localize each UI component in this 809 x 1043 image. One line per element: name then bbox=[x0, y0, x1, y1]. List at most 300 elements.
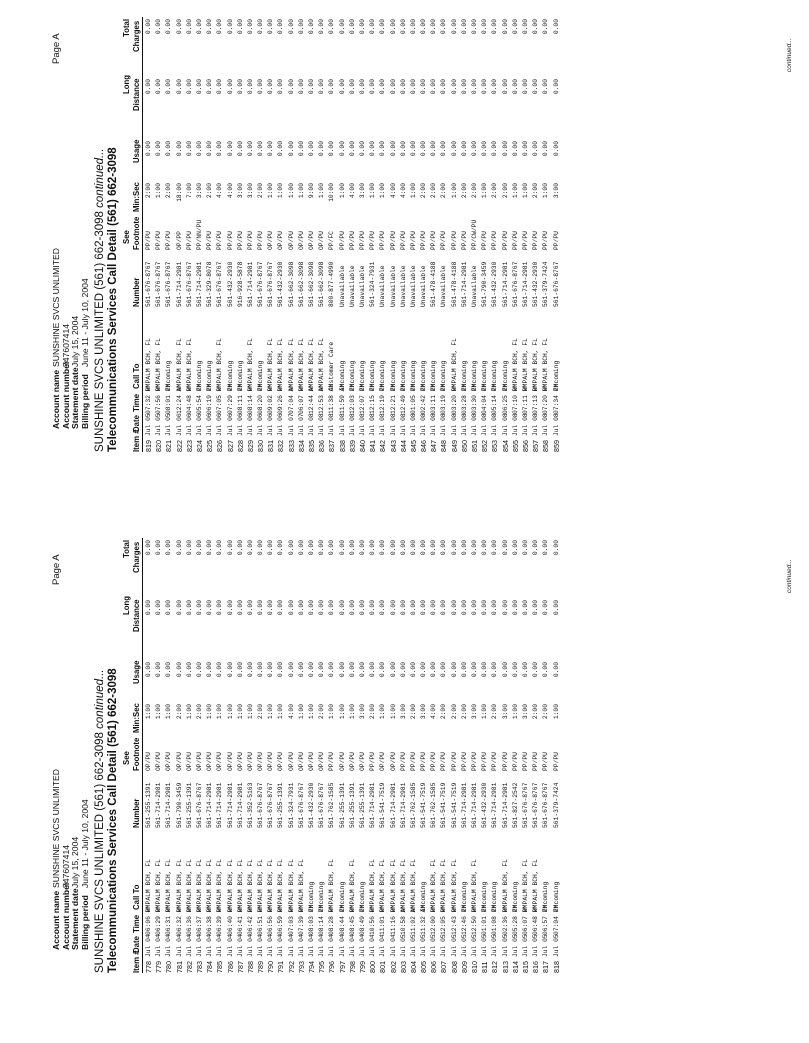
total-charges: 0.00 bbox=[358, 19, 366, 35]
call-to: W PALM BCH, FL bbox=[185, 338, 193, 391]
table-row bbox=[175, 17, 185, 452]
total-charges: 0.00 bbox=[440, 540, 448, 556]
usage: 0.00 bbox=[409, 141, 417, 157]
usage: 0.00 bbox=[369, 141, 377, 157]
item-number: 814 bbox=[510, 961, 520, 973]
usage: 0.00 bbox=[481, 141, 489, 157]
table-row bbox=[531, 538, 541, 973]
footnote: OP/PU bbox=[216, 752, 224, 771]
total-charges: 0.00 bbox=[206, 19, 214, 35]
total-charges: 0.00 bbox=[348, 540, 356, 556]
call-time: 01:01 PM bbox=[481, 904, 489, 935]
usage: 0.00 bbox=[195, 662, 203, 678]
call-time: 12:05 PM bbox=[440, 904, 448, 935]
call-date: Jul 05 bbox=[542, 934, 550, 957]
call-time: 05:54 PM bbox=[195, 383, 203, 414]
phone-number: 561-714-2981 bbox=[491, 782, 499, 828]
call-time: 08:01 PM bbox=[165, 383, 173, 414]
table-row bbox=[226, 538, 236, 973]
min-sec: 2:00 bbox=[460, 704, 468, 720]
call-to: W PALM BCH, FL bbox=[175, 859, 183, 912]
usage: 0.00 bbox=[277, 662, 285, 678]
total-charges: 0.00 bbox=[257, 19, 265, 35]
call-time: 06:38 PM bbox=[206, 904, 214, 935]
usage: 0.00 bbox=[450, 662, 458, 678]
phone-number: 561-714-2981 bbox=[471, 782, 478, 828]
total-charges: 0.00 bbox=[308, 540, 315, 556]
item-number: 836 bbox=[317, 440, 327, 452]
call-date: Jul 04 bbox=[328, 934, 336, 957]
call-date: Jul 04 bbox=[287, 934, 295, 957]
total-charges: 0.00 bbox=[287, 540, 295, 556]
call-date: Jul 05 bbox=[532, 934, 540, 957]
table-row bbox=[276, 538, 286, 973]
total-charges: 0.00 bbox=[246, 19, 254, 35]
phone-number: 561-662-3098 bbox=[287, 261, 295, 307]
long-distance: 0.00 bbox=[287, 600, 295, 616]
col-total: Total bbox=[122, 539, 131, 558]
usage: 0.00 bbox=[389, 141, 397, 157]
long-distance: 0.00 bbox=[236, 600, 244, 616]
total-charges: 0.00 bbox=[389, 540, 397, 556]
long-distance: 0.00 bbox=[267, 79, 275, 95]
item-number: 797 bbox=[337, 961, 347, 973]
min-sec: 1:00 bbox=[165, 704, 173, 720]
long-distance: 0.00 bbox=[358, 600, 366, 616]
phone-number: 561-432-2930 bbox=[277, 261, 285, 307]
phone-number: 561-714-2981 bbox=[399, 782, 407, 828]
item-number: 789 bbox=[256, 961, 266, 973]
call-to: Incoming bbox=[460, 360, 468, 391]
usage: 0.00 bbox=[511, 662, 519, 678]
table-row bbox=[266, 17, 276, 452]
statement-date-value: July 15, 2004 bbox=[70, 315, 81, 367]
call-date: Jul 08 bbox=[471, 413, 478, 436]
call-date: Jul 04 bbox=[185, 934, 193, 957]
min-sec: 9:00 bbox=[308, 183, 315, 199]
item-number: 844 bbox=[398, 440, 408, 452]
call-date: Jul 08 bbox=[450, 413, 458, 436]
call-date: Jul 04 bbox=[216, 934, 224, 957]
call-time: 11:59 AM bbox=[338, 383, 346, 414]
min-sec: 1:00 bbox=[155, 704, 163, 720]
call-time: 11:32 AM bbox=[420, 904, 428, 935]
item-number: 843 bbox=[388, 440, 398, 452]
call-to: Incoming bbox=[165, 360, 173, 391]
call-to: W PALM BCH, FL bbox=[297, 338, 305, 391]
call-date: Jul 08 bbox=[521, 413, 529, 436]
footnote: PP/PU bbox=[440, 752, 448, 771]
usage: 0.00 bbox=[308, 662, 315, 678]
call-to: W PALM BCH, FL bbox=[226, 859, 234, 912]
long-distance: 0.00 bbox=[481, 79, 489, 95]
call-to: Incoming bbox=[358, 881, 366, 912]
long-distance: 0.00 bbox=[389, 79, 397, 95]
item-number: 817 bbox=[541, 961, 551, 973]
footnote: OP/PU bbox=[297, 231, 305, 250]
item-number: 825 bbox=[205, 440, 215, 452]
item-number: 835 bbox=[307, 440, 316, 452]
total-charges: 0.00 bbox=[420, 19, 428, 35]
table-row bbox=[358, 17, 368, 452]
call-to: Incoming bbox=[420, 360, 428, 391]
long-distance: 0.00 bbox=[145, 79, 152, 95]
total-charges: 0.00 bbox=[460, 19, 468, 35]
phone-number: 561-255-1391 bbox=[277, 782, 285, 828]
min-sec: 1:00 bbox=[338, 704, 346, 720]
total-charges: 0.00 bbox=[501, 540, 509, 556]
col-number: Number bbox=[132, 798, 141, 828]
usage: 0.00 bbox=[155, 141, 163, 157]
table-row bbox=[378, 538, 388, 973]
item-number: 842 bbox=[378, 440, 388, 452]
item-number: 841 bbox=[368, 440, 378, 452]
long-distance: 0.00 bbox=[348, 79, 356, 95]
long-distance: 0.00 bbox=[511, 600, 519, 616]
min-sec: 2:00 bbox=[257, 704, 265, 720]
footnote: PP/PU bbox=[236, 231, 244, 250]
long-distance: 0.00 bbox=[226, 600, 234, 616]
item-number: 779 bbox=[154, 961, 164, 973]
table-row bbox=[276, 17, 286, 452]
total-charges: 0.00 bbox=[318, 540, 326, 556]
total-charges: 0.00 bbox=[297, 540, 305, 556]
call-date: Jul 08 bbox=[501, 413, 509, 436]
item-number: 804 bbox=[408, 961, 418, 973]
phone-number: 561-714-2981 bbox=[501, 261, 509, 307]
call-to: Incoming bbox=[379, 360, 387, 391]
table-row bbox=[470, 17, 480, 452]
table-row bbox=[144, 17, 154, 452]
long-distance: 0.00 bbox=[328, 79, 336, 95]
table-row bbox=[531, 17, 541, 452]
call-time: 06:57 PM bbox=[542, 904, 550, 935]
footnote: PP/PU bbox=[257, 231, 265, 250]
min-sec: 1:00 bbox=[348, 704, 356, 720]
total-charges: 0.00 bbox=[246, 540, 254, 556]
long-distance: 0.00 bbox=[532, 600, 540, 616]
call-date: Jul 06 bbox=[246, 413, 254, 436]
usage: 0.00 bbox=[532, 141, 540, 157]
long-distance: 0.00 bbox=[450, 79, 458, 95]
item-number: 780 bbox=[164, 961, 174, 973]
item-number: 805 bbox=[419, 961, 429, 973]
total-charges: 0.00 bbox=[155, 19, 163, 35]
item-number: 800 bbox=[368, 961, 378, 973]
phone-number: 561-676-8767 bbox=[297, 782, 305, 828]
call-date: Jul 06 bbox=[175, 413, 183, 436]
table-row bbox=[154, 17, 164, 452]
phone-number: Unavailable bbox=[440, 265, 448, 307]
call-time: 06:06 PM bbox=[145, 904, 152, 935]
long-distance: 0.00 bbox=[195, 79, 203, 95]
call-time: 08:20 PM bbox=[257, 383, 265, 414]
call-time: 06:40 PM bbox=[226, 904, 234, 935]
phone-number: 561-676-8767 bbox=[145, 261, 152, 307]
item-number: 851 bbox=[470, 440, 479, 452]
min-sec: 1:00 bbox=[318, 183, 326, 199]
call-to: Incoming bbox=[440, 360, 448, 391]
min-sec: 2:00 bbox=[532, 183, 540, 199]
call-date: Jul 04 bbox=[257, 934, 265, 957]
account-number-value: 747607414 bbox=[60, 323, 71, 367]
table-row bbox=[429, 538, 439, 973]
long-distance: 0.00 bbox=[369, 600, 377, 616]
call-time: 06:48 PM bbox=[532, 904, 540, 935]
usage: 0.00 bbox=[267, 662, 275, 678]
call-date: Jul 06 bbox=[257, 413, 265, 436]
table-row bbox=[236, 17, 246, 452]
item-number: 850 bbox=[459, 440, 469, 452]
call-detail-title: Telecommunications Services Call Detail (561) 662-3098 bbox=[107, 668, 119, 973]
footnote: PP/FC bbox=[328, 231, 336, 250]
min-sec: 3:00 bbox=[246, 183, 254, 199]
phone-number: 561-676-8767 bbox=[267, 782, 275, 828]
min-sec: 2:00 bbox=[532, 704, 540, 720]
call-date: Jul 05 bbox=[481, 934, 489, 957]
min-sec: 1:00 bbox=[246, 704, 254, 720]
usage: 0.00 bbox=[165, 662, 173, 678]
phone-number: 561-541-7519 bbox=[379, 782, 387, 828]
call-date: Jul 08 bbox=[389, 413, 397, 436]
call-date: Jul 04 bbox=[338, 934, 346, 957]
col-call-to: Call To bbox=[132, 363, 141, 389]
total-charges: 0.00 bbox=[297, 19, 305, 35]
call-date: Jul 08 bbox=[409, 413, 417, 436]
account-info bbox=[52, 769, 90, 950]
call-date: Jul 04 bbox=[246, 934, 254, 957]
call-time: 07:13 PM bbox=[532, 383, 540, 414]
usage: 0.00 bbox=[389, 662, 397, 678]
billing-period-value: June 11 - July 10, 2004 bbox=[79, 278, 90, 367]
call-time: 08:28 PM bbox=[328, 904, 336, 935]
call-time: 12:49 PM bbox=[399, 383, 407, 414]
phone-number: 561-676-8767 bbox=[216, 261, 224, 307]
call-date: Jul 04 bbox=[145, 934, 152, 957]
table-row bbox=[501, 17, 511, 452]
footnote: PP/PU bbox=[481, 752, 489, 771]
min-sec: 2:00 bbox=[257, 183, 265, 199]
col-date: Date bbox=[132, 936, 141, 953]
min-sec: 2:00 bbox=[165, 183, 173, 199]
call-date: Jul 07 bbox=[297, 413, 305, 436]
phone-number: 561-676-8767 bbox=[257, 782, 265, 828]
min-sec: 1:00 bbox=[511, 704, 519, 720]
long-distance: 0.00 bbox=[491, 79, 499, 95]
call-to: W PALM BCH, FL bbox=[287, 338, 295, 391]
usage: 0.00 bbox=[491, 662, 499, 678]
table-row bbox=[164, 17, 174, 452]
long-distance: 0.00 bbox=[491, 600, 499, 616]
usage: 0.00 bbox=[338, 662, 346, 678]
footnote: PP/PU bbox=[399, 752, 407, 771]
usage: 0.00 bbox=[481, 662, 489, 678]
total-charges: 0.00 bbox=[328, 19, 336, 35]
footnote: PP/PU bbox=[491, 231, 499, 250]
phone-number: 916-928-5878 bbox=[236, 261, 244, 307]
phone-number: 561-255-1391 bbox=[338, 782, 346, 828]
footnote: OP/PU bbox=[358, 752, 366, 771]
item-number: 854 bbox=[500, 440, 510, 452]
long-distance: 0.00 bbox=[308, 600, 315, 616]
footnote: OP/PU bbox=[379, 752, 387, 771]
call-date: Jul 08 bbox=[399, 413, 407, 436]
long-distance: 0.00 bbox=[420, 600, 428, 616]
call-time: 02:36 PM bbox=[501, 904, 509, 935]
long-distance: 0.00 bbox=[206, 79, 214, 95]
call-date: Jul 08 bbox=[348, 413, 356, 436]
call-date: Jul 08 bbox=[491, 413, 499, 436]
footnote: PP/PU bbox=[420, 752, 428, 771]
min-sec: 2:00 bbox=[318, 704, 326, 720]
phone-number: 561-714-2981 bbox=[195, 261, 203, 307]
long-distance: 0.00 bbox=[552, 79, 560, 95]
long-distance: 0.00 bbox=[471, 600, 478, 616]
col-usage: Usage bbox=[132, 660, 141, 684]
call-to: W PALM BCH, FL bbox=[430, 859, 438, 912]
total-charges: 0.00 bbox=[195, 540, 203, 556]
call-time: 06:07 PM bbox=[297, 383, 305, 414]
footnote: PP/PU bbox=[532, 231, 540, 250]
table-row bbox=[521, 538, 531, 973]
min-sec: 2:00 bbox=[471, 183, 478, 199]
usage: 0.00 bbox=[471, 141, 478, 157]
usage: 0.00 bbox=[206, 141, 214, 157]
footnote: PP/PU bbox=[521, 752, 529, 771]
call-time: 02:42 PM bbox=[420, 383, 428, 414]
table-row bbox=[256, 538, 266, 973]
item-number: 859 bbox=[551, 440, 561, 452]
usage: 0.00 bbox=[552, 662, 560, 678]
call-to: W PALM BCH, FL bbox=[216, 859, 224, 912]
phone-number: 561-676-8767 bbox=[542, 782, 550, 828]
phone-number: 561-676-8767 bbox=[165, 261, 173, 307]
phone-number: 561-478-4188 bbox=[450, 261, 458, 307]
call-time: 12:43 PM bbox=[450, 904, 458, 935]
item-number: 795 bbox=[317, 961, 327, 973]
phone-number: 561-714-2981 bbox=[155, 782, 163, 828]
usage: 0.00 bbox=[450, 141, 458, 157]
item-number: 820 bbox=[154, 440, 164, 452]
item-number: 824 bbox=[194, 440, 204, 452]
table-row bbox=[297, 538, 307, 973]
usage: 0.00 bbox=[257, 141, 265, 157]
min-sec: 1:00 bbox=[277, 704, 285, 720]
total-charges: 0.00 bbox=[145, 540, 152, 556]
call-time: 03:11 PM bbox=[430, 383, 438, 414]
call-to: Incoming bbox=[481, 881, 489, 912]
long-distance: 0.00 bbox=[399, 79, 407, 95]
min-sec: 2:00 bbox=[440, 704, 448, 720]
call-date: Jul 06 bbox=[277, 413, 285, 436]
call-date: Jul 08 bbox=[318, 413, 326, 436]
phone-number: Unavailable bbox=[399, 265, 407, 307]
total-charges: 0.00 bbox=[450, 540, 458, 556]
call-time: 12:44 AM bbox=[308, 383, 315, 414]
call-to: Incoming bbox=[369, 360, 377, 391]
call-date: Jul 04 bbox=[379, 934, 387, 957]
total-charges: 0.00 bbox=[430, 19, 438, 35]
phone-number: 561-541-7519 bbox=[420, 782, 428, 828]
usage: 0.00 bbox=[155, 662, 163, 678]
item-number: 812 bbox=[490, 961, 500, 973]
long-distance: 0.00 bbox=[348, 600, 356, 616]
usage: 0.00 bbox=[521, 662, 529, 678]
call-time: 10:58 AM bbox=[399, 904, 407, 935]
phone-number: 561-352-5163 bbox=[246, 782, 254, 828]
item-number: 828 bbox=[235, 440, 245, 452]
call-to: Incoming bbox=[195, 360, 203, 391]
total-charges: 0.00 bbox=[420, 540, 428, 556]
call-to: Incoming bbox=[338, 881, 346, 912]
long-distance: 0.00 bbox=[277, 79, 285, 95]
usage: 0.00 bbox=[430, 141, 438, 157]
call-to: W PALM BCH, FL bbox=[145, 338, 152, 391]
footnote: OP/PU bbox=[185, 752, 193, 771]
call-to: W PALM BCH, FL bbox=[195, 859, 203, 912]
item-number: 782 bbox=[184, 961, 194, 973]
item-number: 810 bbox=[470, 961, 479, 973]
call-to: W PALM BCH, FL bbox=[440, 859, 448, 912]
call-to: W PALM BCH, FL bbox=[369, 859, 377, 912]
phone-number: Unavailable bbox=[471, 265, 478, 307]
total-charges: 0.00 bbox=[267, 540, 275, 556]
item-number: 806 bbox=[429, 961, 439, 973]
call-time: 06:07 PM bbox=[521, 904, 529, 935]
min-sec: 3:00 bbox=[501, 704, 509, 720]
footnote: PP/PU bbox=[338, 231, 346, 250]
call-time: 07:56 PM bbox=[155, 383, 163, 414]
phone-number: 561-714-2981 bbox=[460, 261, 468, 307]
min-sec: 4:00 bbox=[216, 183, 224, 199]
footnote: OP/PU bbox=[267, 231, 275, 250]
long-distance: 0.00 bbox=[338, 600, 346, 616]
col-see: See bbox=[122, 751, 131, 765]
col-item: Item # bbox=[132, 950, 141, 973]
table-row bbox=[348, 538, 358, 973]
item-number: 802 bbox=[388, 961, 398, 973]
usage: 0.00 bbox=[246, 141, 254, 157]
footnote: PP/PU bbox=[348, 231, 356, 250]
phone-number: 561-324-7931 bbox=[369, 261, 377, 307]
usage: 0.00 bbox=[145, 141, 152, 157]
min-sec: 4:00 bbox=[287, 704, 295, 720]
long-distance: 0.00 bbox=[521, 79, 529, 95]
call-time: 07:03 PM bbox=[287, 904, 295, 935]
call-date: Jul 06 bbox=[226, 413, 234, 436]
total-charges: 0.00 bbox=[532, 540, 540, 556]
call-time: 01:08 PM bbox=[491, 904, 499, 935]
min-sec: 1:00 bbox=[267, 704, 275, 720]
call-to: Incoming bbox=[226, 360, 234, 391]
call-time: 07:29 PM bbox=[226, 383, 234, 414]
total-charges: 0.00 bbox=[165, 19, 173, 35]
usage: 0.00 bbox=[552, 141, 560, 157]
table-row bbox=[307, 538, 317, 973]
call-time: 06:36 PM bbox=[185, 904, 193, 935]
usage: 0.00 bbox=[491, 141, 499, 157]
total-charges: 0.00 bbox=[491, 19, 499, 35]
long-distance: 0.00 bbox=[409, 79, 417, 95]
min-sec: 2:00 bbox=[501, 183, 509, 199]
phone-number: 561-714-2981 bbox=[460, 782, 468, 828]
min-sec: 2:00 bbox=[440, 183, 448, 199]
call-time: 03:30 PM bbox=[471, 383, 478, 414]
call-to: Incoming bbox=[206, 360, 214, 391]
usage: 0.00 bbox=[440, 662, 448, 678]
item-number: 778 bbox=[144, 961, 153, 973]
footnote: PP/PU bbox=[440, 231, 448, 250]
